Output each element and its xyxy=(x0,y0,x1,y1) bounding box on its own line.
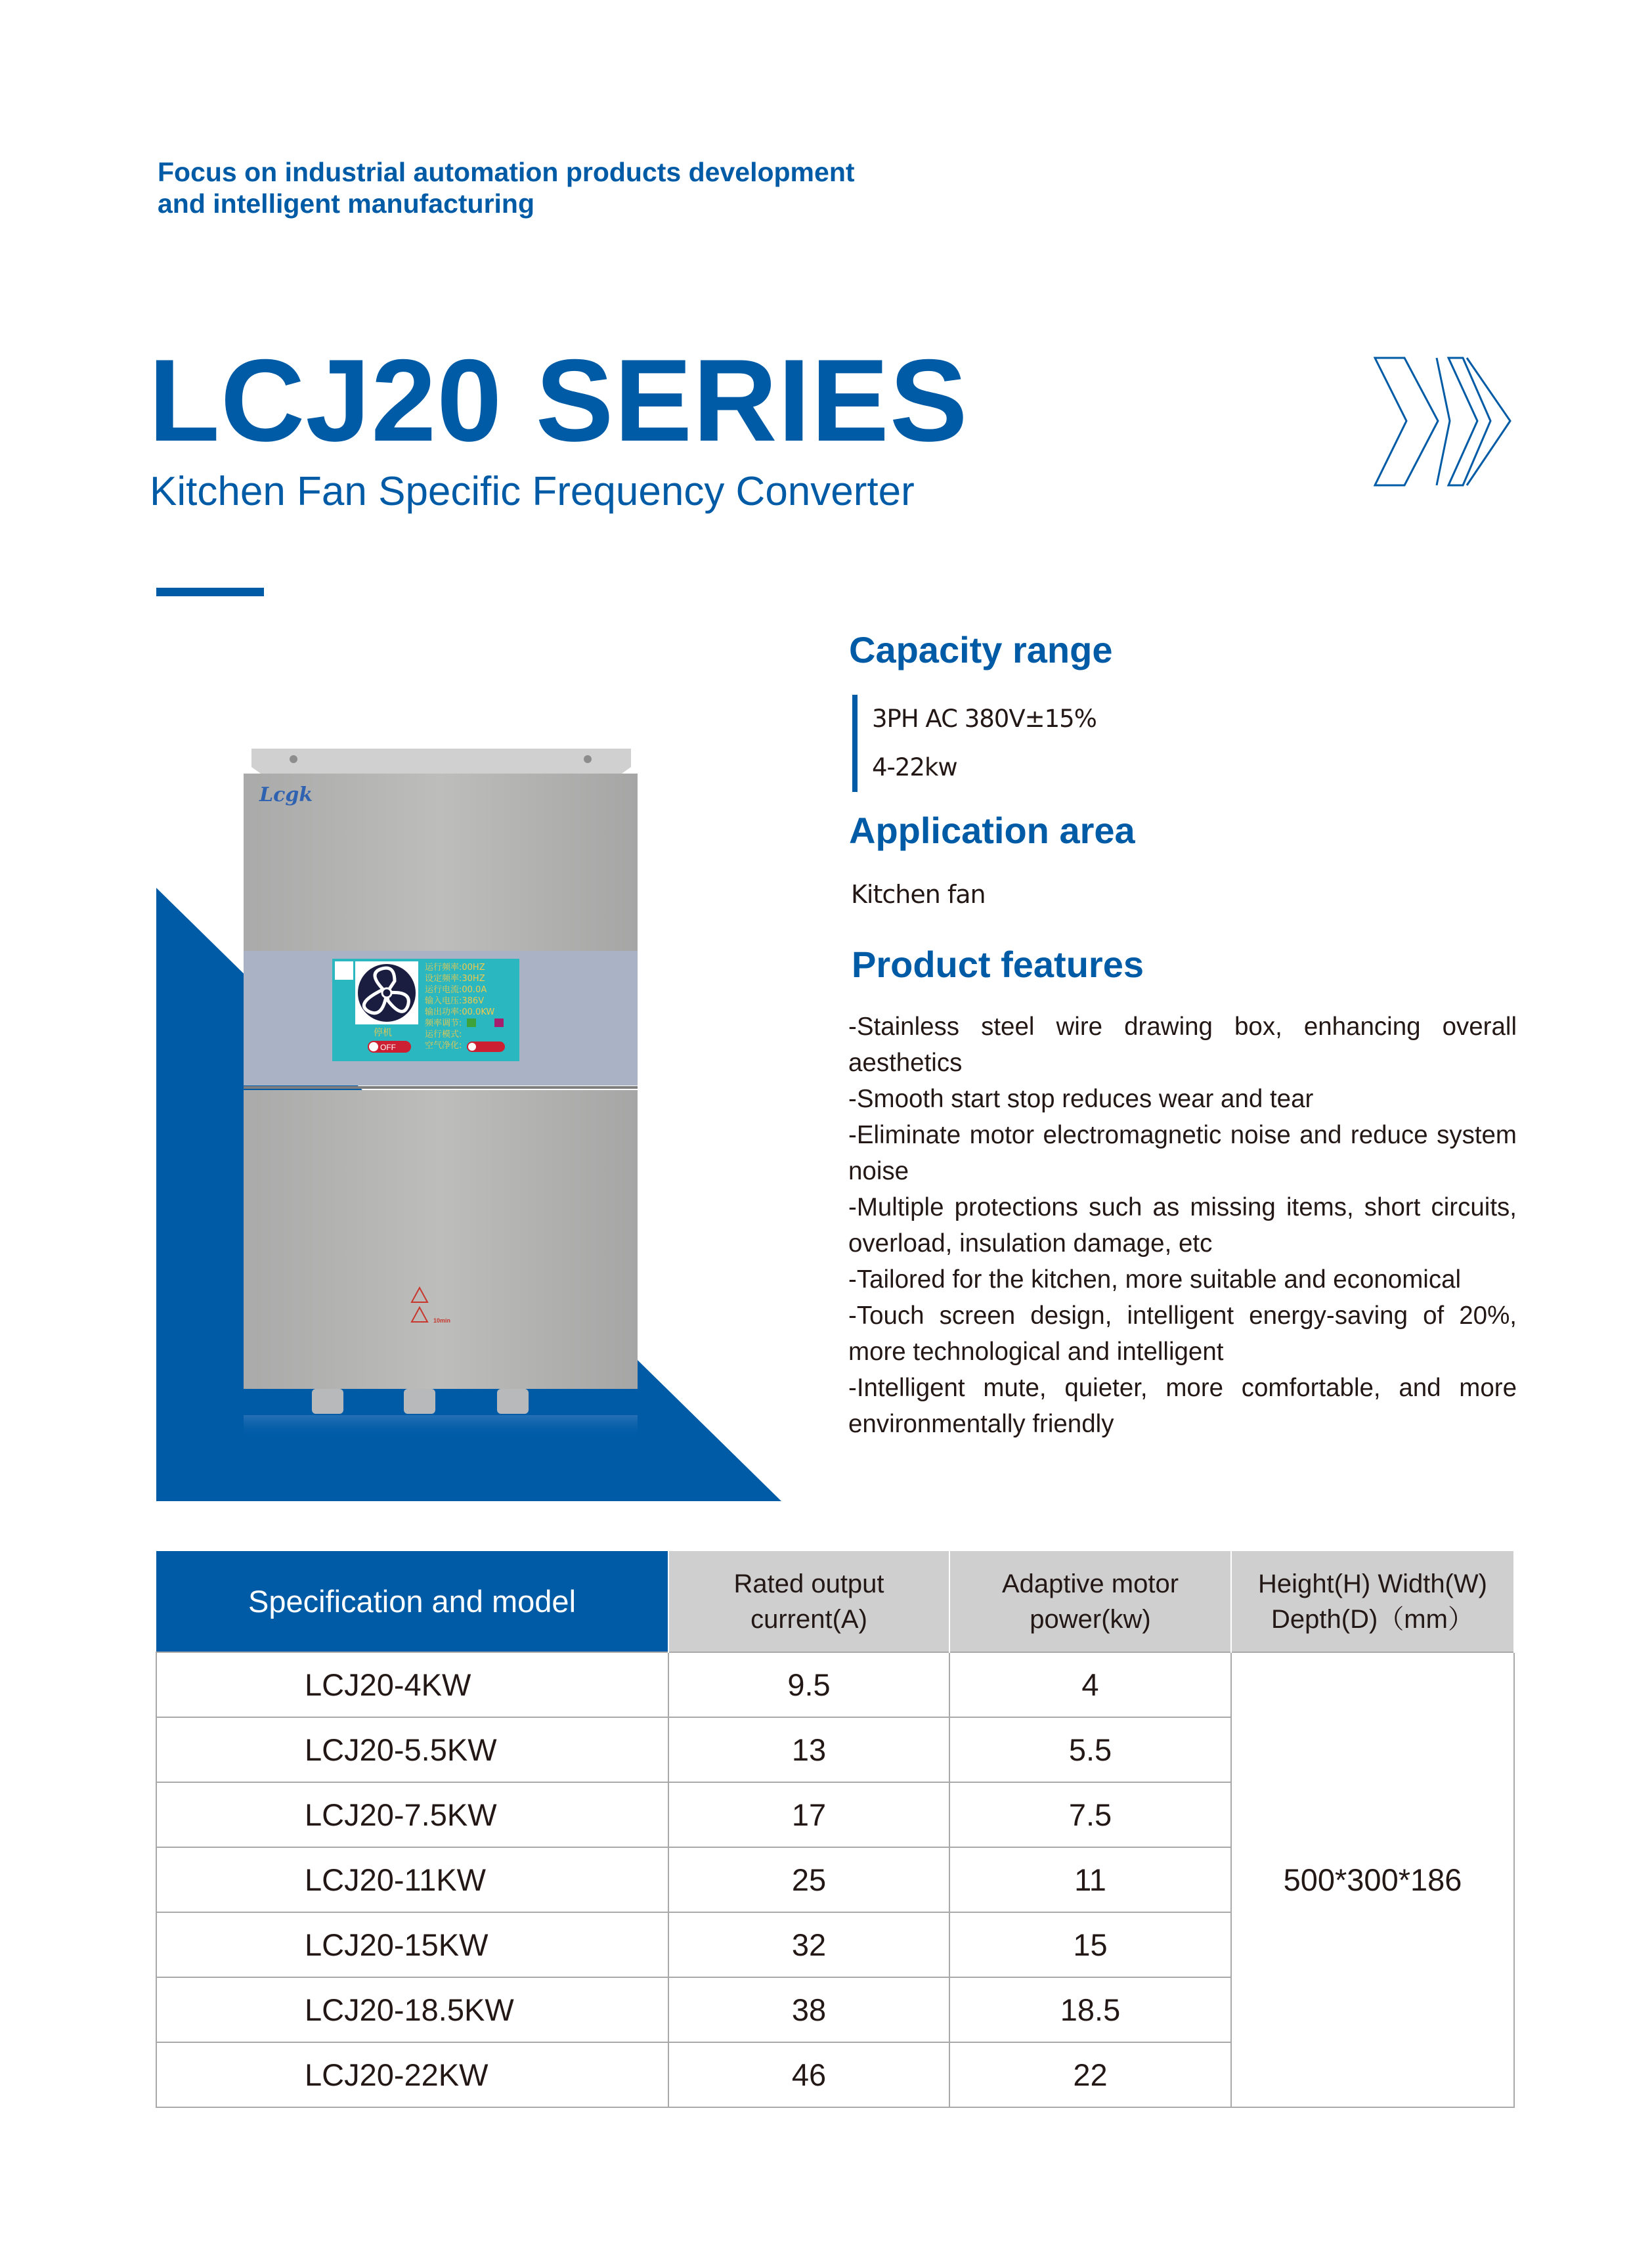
feature-item: -Multiple protections such as missing items, short circuits, overload, insulation damage, etc xyxy=(848,1193,1517,1258)
svg-text:设定频率:30HZ: 设定频率:30HZ xyxy=(425,974,485,984)
svg-text:OFF: OFF xyxy=(380,1043,396,1052)
capacity-power: 4-22kw xyxy=(872,753,957,781)
cell-model: LCJ20-5.5KW xyxy=(156,1717,668,1782)
cell-current: 46 xyxy=(668,2042,949,2107)
cell-model: LCJ20-4KW xyxy=(156,1652,668,1717)
page-subtitle: Kitchen Fan Specific Frequency Converter xyxy=(150,469,915,514)
feature-item: -Intelligent mute, quieter, more comfortable, and more environmentally friendly xyxy=(848,1374,1517,1438)
svg-text:10min: 10min xyxy=(433,1317,451,1324)
table-header-row xyxy=(156,1551,1514,1652)
capacity-voltage: 3PH AC 380V±15% xyxy=(872,705,1097,733)
cell-dimensions: 500*300*186 xyxy=(1231,1652,1514,2107)
feature-item: -Tailored for the kitchen, more suitable and economical xyxy=(848,1265,1462,1294)
cell-current: 17 xyxy=(668,1782,949,1847)
svg-text:Lcgk: Lcgk xyxy=(259,783,313,806)
capacity-list xyxy=(852,695,1097,792)
cell-model: LCJ20-11KW xyxy=(156,1847,668,1912)
feature-item: -Stainless steel wire drawing box, enhancing overall aesthetics xyxy=(848,1013,1517,1077)
svg-text:输出功率:00.0KW: 输出功率:00.0KW xyxy=(425,1007,495,1017)
svg-text:运行模式:: 运行模式: xyxy=(425,1030,462,1040)
table-row xyxy=(156,1652,1514,1717)
svg-text:输入电压:386V: 输入电压:386V xyxy=(425,996,485,1006)
header-current-line2: current(A) xyxy=(750,1604,867,1634)
header-dimensions-line1: Height(H) Width(W) xyxy=(1258,1569,1487,1598)
cell-current: 9.5 xyxy=(668,1652,949,1717)
cell-model: LCJ20-18.5KW xyxy=(156,1977,668,2042)
header-current-line1: Rated output xyxy=(733,1569,884,1598)
svg-text:运行电流:00.0A: 运行电流:00.0A xyxy=(425,985,487,995)
header-dimensions-line2: Depth(D)（mm） xyxy=(1271,1604,1474,1634)
application-heading: Application area xyxy=(849,810,1135,851)
tagline-line-1: Focus on industrial automation products development xyxy=(158,157,855,187)
header-current xyxy=(668,1551,949,1652)
spec-table xyxy=(156,1551,1515,2108)
header-model: Specification and model xyxy=(156,1551,668,1652)
cell-current: 38 xyxy=(668,1977,949,2042)
cell-current: 13 xyxy=(668,1717,949,1782)
features-list xyxy=(848,1009,1517,1442)
cell-power: 22 xyxy=(949,2042,1231,2107)
cell-power: 15 xyxy=(949,1912,1231,1977)
cell-current: 25 xyxy=(668,1847,949,1912)
cell-power: 5.5 xyxy=(949,1717,1231,1782)
cell-power: 4 xyxy=(949,1652,1231,1717)
header-power-line2: power(kw) xyxy=(1030,1604,1151,1634)
feature-item: -Eliminate motor electromagnetic noise and reduce system noise xyxy=(848,1121,1517,1185)
cell-power: 18.5 xyxy=(949,1977,1231,2042)
product-image xyxy=(240,749,643,1438)
features-heading: Product features xyxy=(852,944,1144,985)
tagline-line-2: and intelligent manufacturing xyxy=(158,188,535,219)
cell-model: LCJ20-22KW xyxy=(156,2042,668,2107)
tagline xyxy=(158,156,855,219)
page-title: LCJ20 SERIES xyxy=(148,335,968,466)
cell-model: LCJ20-7.5KW xyxy=(156,1782,668,1847)
double-chevron-right-icon xyxy=(1374,357,1518,488)
cell-current: 32 xyxy=(668,1912,949,1977)
svg-text:频率调节:: 频率调节: xyxy=(425,1019,462,1028)
header-power-line1: Adaptive motor xyxy=(1001,1569,1179,1598)
capacity-heading: Capacity range xyxy=(849,629,1113,670)
svg-text:停机: 停机 xyxy=(374,1028,392,1038)
header-dimensions xyxy=(1231,1551,1514,1652)
cell-power: 11 xyxy=(949,1847,1231,1912)
feature-item: -Touch screen design, intelligent energy-saving of 20%, more technological and intelligent xyxy=(848,1302,1517,1366)
svg-text:空气净化:: 空气净化: xyxy=(425,1041,462,1051)
application-text: Kitchen fan xyxy=(851,880,986,909)
cell-power: 7.5 xyxy=(949,1782,1231,1847)
header-power xyxy=(949,1551,1231,1652)
cell-model: LCJ20-15KW xyxy=(156,1912,668,1977)
title-underline xyxy=(156,588,264,596)
svg-text:运行频率:00HZ: 运行频率:00HZ xyxy=(425,963,485,973)
feature-item: -Smooth start stop reduces wear and tear xyxy=(848,1085,1314,1113)
